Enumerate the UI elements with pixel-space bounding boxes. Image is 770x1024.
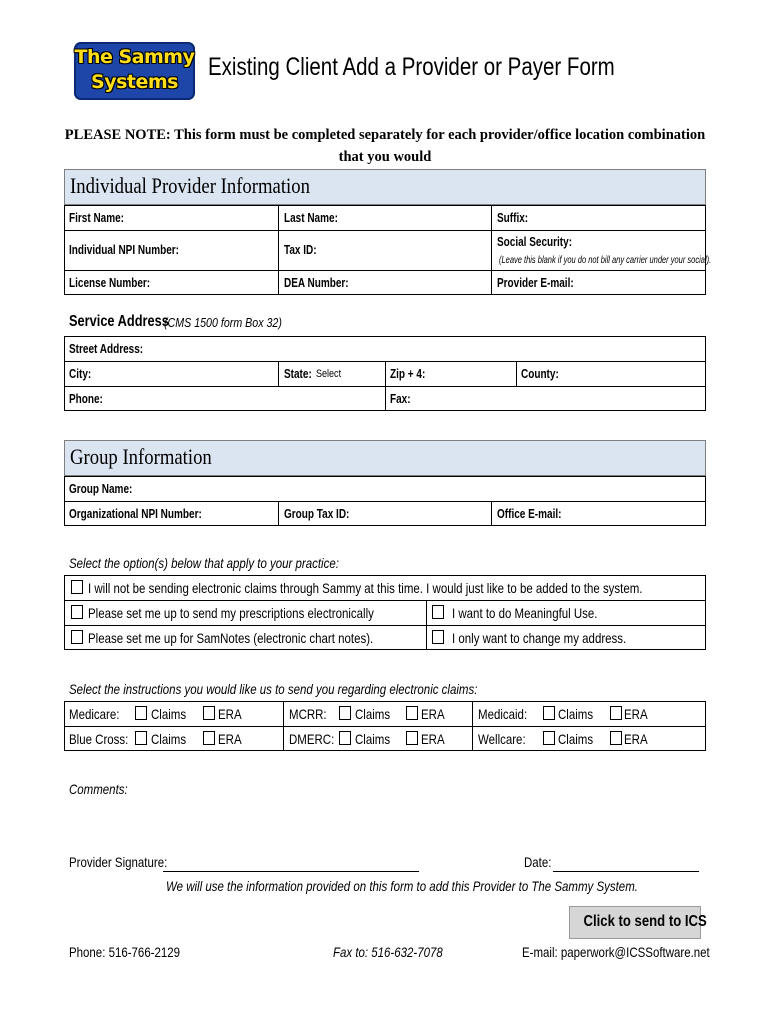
first-name-field[interactable]: First Name: [69,211,125,225]
divider [64,501,706,502]
payer-wellcare-label: Wellcare: [478,731,526,747]
last-name-field[interactable]: Last Name: [284,211,338,225]
dea-number-field[interactable]: DEA Number: [284,276,349,290]
divider [472,701,473,751]
note-line1: PLEASE NOTE: This form must be completed separately for each provider/office location combination that you would [64,127,706,165]
payer-mcrr-label: MCRR: [289,706,327,722]
divider [278,361,279,386]
city-field[interactable]: City: [69,367,92,381]
comments-field[interactable]: Comments: [69,781,128,797]
fax-field[interactable]: Fax: [390,392,411,406]
mcrr-claims-label: Claims [355,706,391,722]
medicare-era-checkbox[interactable] [203,706,215,720]
provider-signature-line[interactable] [163,871,419,872]
option-samnotes-label: Please set me up for SamNotes (electronic chart notes). [88,630,374,646]
mcrr-claims-checkbox[interactable] [339,706,351,720]
service-address-title: Service Address [69,313,169,330]
option-not-sending-label: I will not be sending electronic claims through Sammy at this time. I would just like to be added to the system. [88,580,643,596]
claims-prompt: Select the instructions you would like us to send you regarding electronic claims: [69,681,478,697]
medicare-claims-label: Claims [151,706,187,722]
social-security-field[interactable]: Social Security: [497,235,573,249]
send-to-ics-label: Click to send to ICS [583,913,707,930]
dmerc-claims-label: Claims [355,731,391,747]
mcrr-era-checkbox[interactable] [406,706,418,720]
divider [64,625,706,626]
payer-medicare-label: Medicare: [69,706,120,722]
group-info-header [64,440,706,476]
logo-line2: Systems [91,71,178,93]
logo-line1: The Sammy [74,46,195,68]
ssn-note: (Leave this blank if you do not bill any carrier under your social). [499,255,712,266]
blue-cross-era-label: ERA [218,731,242,747]
divider [64,270,706,271]
group-info-heading: Group Information [70,444,212,469]
blue-cross-claims-checkbox[interactable] [135,731,147,745]
individual-provider-heading: Individual Provider Information [70,173,310,198]
medicaid-era-label: ERA [624,706,648,722]
options-prompt: Select the option(s) below that apply to your practice: [69,555,339,571]
divider [385,361,386,411]
state-label: State: [284,367,312,381]
divider [64,726,706,727]
sammy-systems-logo [74,42,195,100]
send-to-ics-button[interactable] [569,906,707,939]
divider [64,230,706,231]
divider [426,600,427,650]
payer-dmerc-label: DMERC: [289,731,335,747]
medicare-claims-checkbox[interactable] [135,706,147,720]
medicaid-era-checkbox[interactable] [610,706,622,720]
phone-field[interactable]: Phone: [69,392,103,406]
payer-medicaid-label: Medicaid: [478,706,528,722]
option-meaningful-use-checkbox[interactable] [432,605,444,619]
group-name-field[interactable]: Group Name: [69,482,133,496]
divider [278,501,279,526]
option-not-sending-checkbox[interactable] [71,580,83,594]
option-change-address-label: I only want to change my address. [452,630,627,646]
office-email-field[interactable]: Office E-mail: [497,507,562,521]
divider [516,361,517,386]
organizational-npi-field[interactable]: Organizational NPI Number: [69,507,202,521]
divider [278,205,279,295]
dmerc-claims-checkbox[interactable] [339,731,351,745]
individual-npi-field[interactable]: Individual NPI Number: [69,243,180,257]
service-address-note: (CMS 1500 form Box 32) [164,315,282,330]
option-prescriptions-label: Please set me up to send my prescriptions electronically [88,605,374,621]
provider-signature-label: Provider Signature: [69,854,168,870]
medicaid-claims-checkbox[interactable] [543,706,555,720]
option-prescriptions-checkbox[interactable] [71,605,83,619]
wellcare-claims-checkbox[interactable] [543,731,555,745]
county-field[interactable]: County: [521,367,559,381]
contact-fax: Fax to: 516-632-7078 [333,944,443,960]
option-change-address-checkbox[interactable] [432,630,444,644]
wellcare-era-label: ERA [624,731,648,747]
license-number-field[interactable]: License Number: [69,276,151,290]
blue-cross-claims-label: Claims [151,731,187,747]
page-title: Existing Client Add a Provider or Payer Form [208,53,615,81]
blue-cross-era-checkbox[interactable] [203,731,215,745]
divider [491,205,492,295]
date-label: Date: [524,854,552,870]
wellcare-era-checkbox[interactable] [610,731,622,745]
individual-provider-header [64,169,706,205]
divider [283,701,284,751]
divider [491,501,492,526]
footer-note: We will use the information provided on this form to add this Provider to The Sammy System. [166,878,638,894]
dmerc-era-checkbox[interactable] [406,731,418,745]
zip-field[interactable]: Zip + 4: [390,367,426,381]
provider-email-field[interactable]: Provider E-mail: [497,276,574,290]
divider [64,600,706,601]
contact-phone: Phone: 516-766-2129 [69,944,181,960]
street-address-field[interactable]: Street Address: [69,342,144,356]
medicare-era-label: ERA [218,706,242,722]
group-tax-id-field[interactable]: Group Tax ID: [284,507,350,521]
wellcare-claims-label: Claims [558,731,594,747]
option-meaningful-use-label: I want to do Meaningful Use. [452,605,598,621]
state-select[interactable]: Select [316,368,342,380]
suffix-field[interactable]: Suffix: [497,211,529,225]
contact-email[interactable]: E-mail: paperwork@ICSSoftware.net [522,944,710,960]
option-samnotes-checkbox[interactable] [71,630,83,644]
payer-blue-cross-label: Blue Cross: [69,731,129,747]
date-line[interactable] [553,871,699,872]
dmerc-era-label: ERA [421,731,445,747]
mcrr-era-label: ERA [421,706,445,722]
tax-id-field[interactable]: Tax ID: [284,243,317,257]
medicaid-claims-label: Claims [558,706,594,722]
